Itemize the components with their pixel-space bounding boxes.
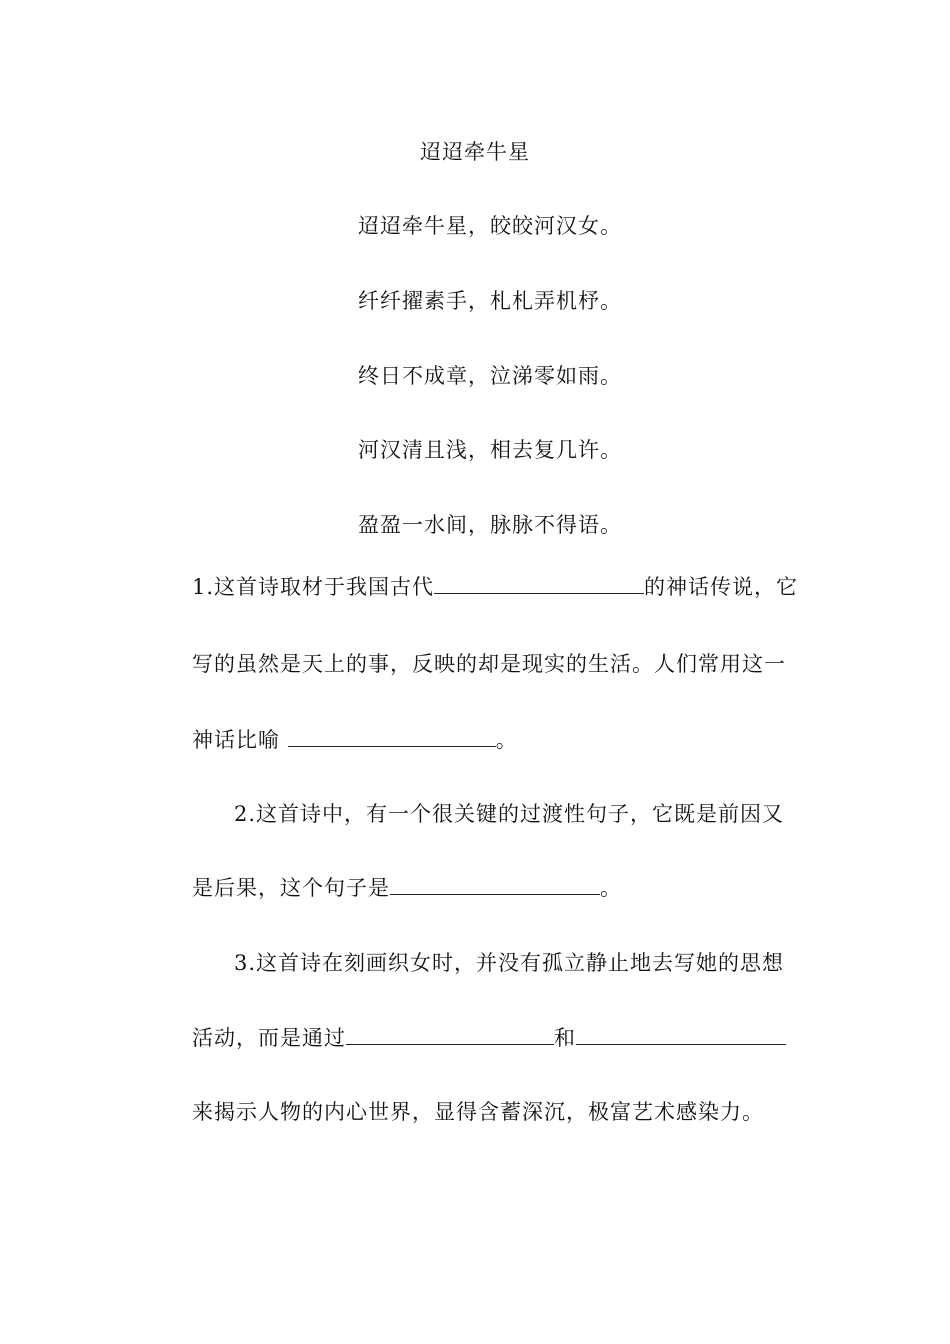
question-1-line-1 [192, 573, 812, 601]
question-3-line-1: 3.这首诗在刻画织女时，并没有孤立静止地去写她的思想 [234, 951, 785, 975]
poem-line-3: 终日不成章，泣涕零如雨。 [358, 364, 622, 388]
question-2-text-b: 。 [600, 876, 622, 900]
poem-line-5: 盈盈一水间，脉脉不得语。 [358, 513, 622, 537]
question-1-text-a: 1.这首诗取材于我国古代 [192, 575, 435, 599]
poem-title: 迢迢牵牛星 [420, 140, 530, 164]
question-2-text-a: 是后果，这个句子是 [192, 876, 390, 900]
question-2-line-2 [192, 874, 812, 902]
question-1-text-d: 。 [495, 728, 518, 752]
question-3-line-2 [192, 1024, 812, 1052]
question-3-text-a: 活动，而是通过 [192, 1026, 346, 1050]
question-3-text-b: 和 [554, 1026, 576, 1050]
question-3-line-3: 来揭示人物的内心世界，显得含蓄深沉，极富艺术感染力。 [192, 1100, 764, 1124]
question-2-line-1: 2.这首诗中，有一个很关键的过渡性句子，它既是前因又 [234, 802, 785, 826]
poem-line-4: 河汉清且浅，相去复几许。 [358, 438, 622, 462]
question-1-text-c: 神话比喻 [192, 728, 288, 752]
question-3-blank-2[interactable] [576, 1024, 786, 1045]
question-1-blank-1[interactable] [434, 573, 644, 594]
poem-line-2: 纤纤擢素手，札札弄机杼。 [358, 289, 622, 313]
question-3-blank-1[interactable] [346, 1024, 554, 1045]
question-1-line-3 [192, 726, 812, 754]
question-2-blank[interactable] [390, 874, 600, 895]
question-1-line-2: 写的虽然是天上的事，反映的却是现实的生活。人们常用这一 [192, 652, 786, 676]
poem-line-1: 迢迢牵牛星，皎皎河汉女。 [358, 214, 622, 238]
question-1-blank-2[interactable] [288, 726, 496, 747]
question-1-text-b: 的神话传说，它 [644, 575, 799, 599]
